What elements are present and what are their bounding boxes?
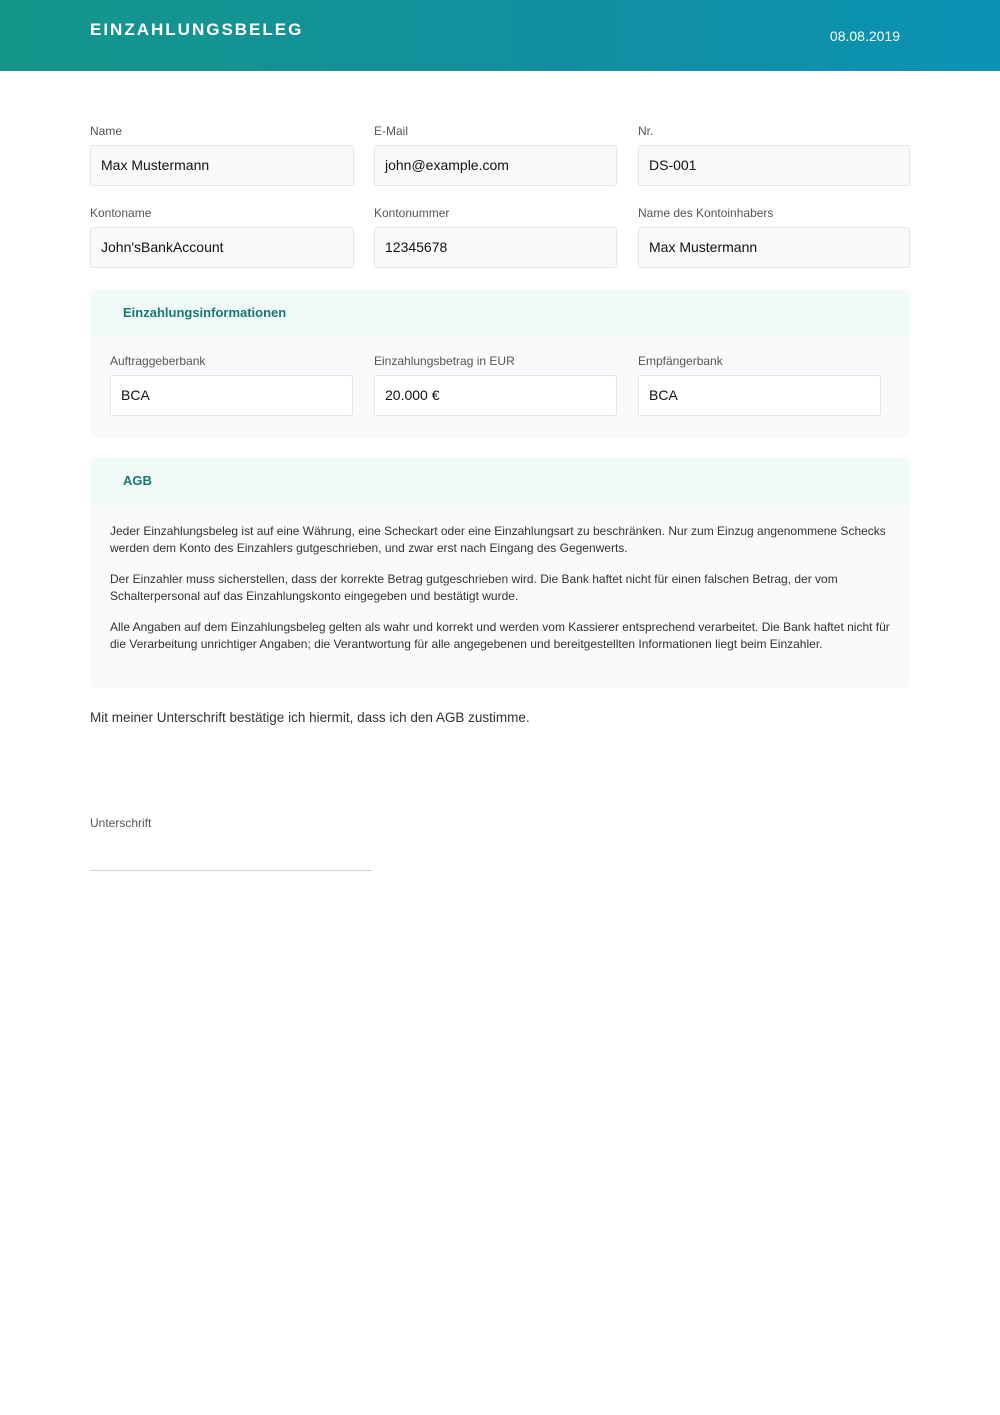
kontoinhaber-field[interactable]: Max Mustermann <box>638 227 910 268</box>
nr-field[interactable]: DS-001 <box>638 145 910 186</box>
agb-heading: AGB <box>90 458 910 503</box>
agb-section <box>90 458 910 688</box>
confirmation-text: Mit meiner Unterschrift bestätige ich hiermit, dass ich den AGB zustimme. <box>90 710 530 725</box>
kontonummer-field-group <box>374 206 617 268</box>
email-field[interactable]: john@example.com <box>374 145 617 186</box>
auftraggeberbank-field-group <box>110 354 353 416</box>
signature-label: Unterschrift <box>90 816 152 830</box>
kontoinhaber-label: Name des Kontoinhabers <box>638 206 774 220</box>
page-header <box>0 0 1000 71</box>
nr-label: Nr. <box>638 124 654 138</box>
empfaengerbank-field[interactable]: BCA <box>638 375 881 416</box>
kontoname-label: Kontoname <box>90 206 152 220</box>
kontonummer-field[interactable]: 12345678 <box>374 227 617 268</box>
nr-field-group <box>638 124 910 186</box>
kontoname-field-group <box>90 206 354 268</box>
email-field-group <box>374 124 617 186</box>
signature-line[interactable] <box>90 870 372 871</box>
document-date: 08.08.2019 <box>829 28 900 44</box>
empfaengerbank-field-group <box>638 354 881 416</box>
auftraggeberbank-label: Auftraggeberbank <box>110 354 206 368</box>
agb-paragraph: Der Einzahler muss sicherstellen, dass der korrekte Betrag gutgeschrieben wird. Die Bank haftet nicht für einen falschen Betrag, der vom Schalterpersonal auf das Einzahlungskonto eingegeben und bestätigt wurde. <box>110 572 838 603</box>
betrag-label: Einzahlungsbetrag in EUR <box>374 354 515 368</box>
auftraggeberbank-field[interactable]: BCA <box>110 375 353 416</box>
agb-paragraph: Jeder Einzahlungsbeleg ist auf eine Währung, eine Scheckart oder eine Einzahlungsart zu beschränken. Nur zum Einzug angenommene Schecks werden dem Konto des Einzahlers gutgeschrieben, und zwar erst nach Eingang des Gegenwerts. <box>110 524 886 555</box>
name-field[interactable]: Max Mustermann <box>90 145 354 186</box>
kontoinhaber-field-group <box>638 206 910 268</box>
betrag-field-group <box>374 354 617 416</box>
page-title: EINZAHLUNGSBELEG <box>90 20 304 39</box>
kontoname-field[interactable]: John'sBankAccount <box>90 227 354 268</box>
agb-text <box>90 503 910 653</box>
email-label: E-Mail <box>374 124 409 138</box>
name-label: Name <box>90 124 123 138</box>
kontonummer-label: Kontonummer <box>374 206 450 220</box>
agb-paragraph: Alle Angaben auf dem Einzahlungsbeleg gelten als wahr und korrekt und werden vom Kassierer entsprechend verarbeitet. Die Bank haftet nicht für die Verarbeitung unrichtiger Angaben; die Verantwortung für alle angegebenen und bereitgestellten Informationen liegt beim Einzahler. <box>110 620 890 651</box>
name-field-group <box>90 124 354 186</box>
betrag-field[interactable]: 20.000 € <box>374 375 617 416</box>
empfaengerbank-label: Empfängerbank <box>638 354 723 368</box>
deposit-info-heading: Einzahlungsinformationen <box>90 290 910 335</box>
